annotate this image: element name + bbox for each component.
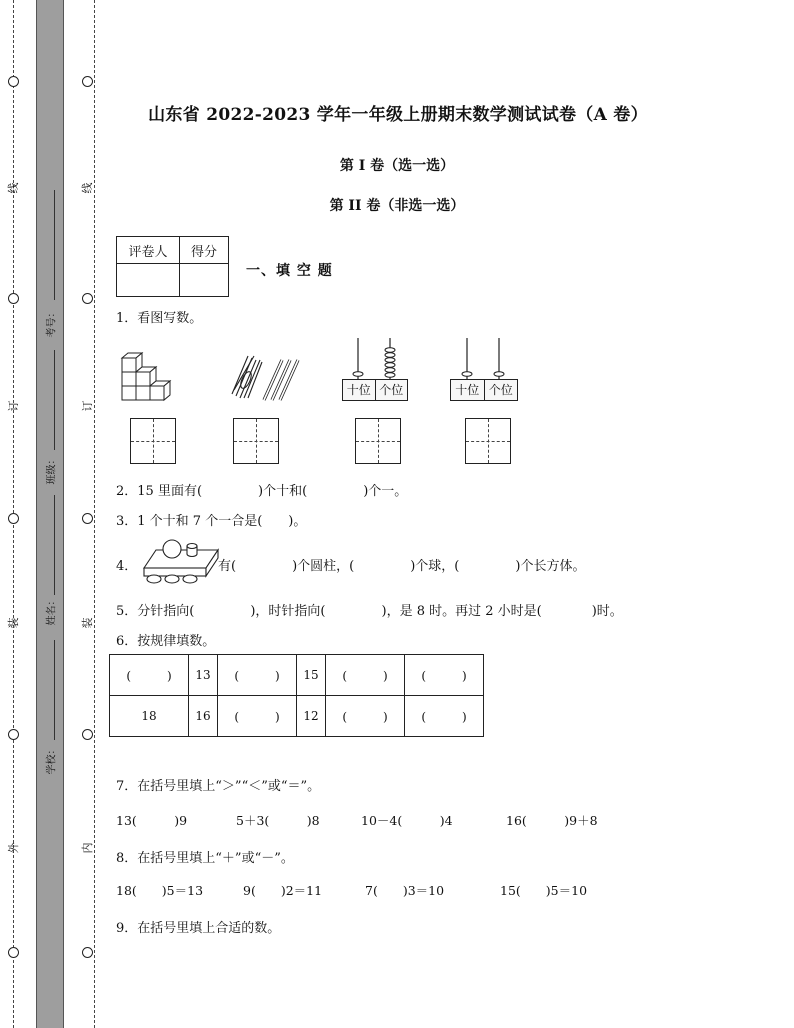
question-3 [116, 510, 306, 529]
question-2 [116, 480, 407, 499]
abacus-1-frame [342, 379, 408, 401]
q4-text-b: )个圆柱，( [292, 559, 355, 574]
binding-char-ding-inner: 订 [81, 400, 94, 412]
pattern-cell[interactable]: ( ) [405, 696, 484, 737]
binding-char-zhuang-outer: 装 [7, 617, 20, 629]
cubes-picture [118, 352, 178, 406]
answer-box-1[interactable] [130, 418, 176, 464]
pattern-cell[interactable]: ( ) [405, 655, 484, 696]
pattern-cell[interactable]: ( ) [110, 655, 189, 696]
binding-hole [82, 729, 93, 740]
question-9-label: 9．在括号里填上合适的数。 [116, 921, 281, 936]
score-header: 得分 [180, 237, 229, 264]
q4-text-c: )个球，( [410, 559, 460, 574]
part-two-heading: 第 II 卷（非选一选） [329, 198, 465, 214]
q7-item-3[interactable]: 10－4( )4 [361, 813, 453, 828]
q3-text-b: )。 [288, 514, 307, 529]
q4-number: 4． [116, 559, 138, 574]
binding-hole [8, 729, 19, 740]
pattern-cell: 13 [189, 655, 218, 696]
pattern-cell[interactable]: ( ) [218, 655, 297, 696]
class-line [54, 350, 55, 450]
question-8-items [116, 881, 587, 899]
pattern-cell: 15 [297, 655, 326, 696]
binding-hole [8, 293, 19, 304]
q5-text-b: )，时针指向( [250, 604, 326, 619]
binding-hole [82, 76, 93, 87]
toy-car-picture [140, 534, 220, 586]
q3-text-a: 3．1 个十和 7 个一合是( [116, 514, 263, 529]
question-4 [116, 555, 137, 574]
name-label: 姓名： [46, 595, 58, 626]
q2-text-a: 2．15 里面有( [116, 484, 203, 499]
question-5 [116, 600, 623, 619]
binding-char-xian-inner: 线 [81, 182, 94, 194]
question-7-items [116, 811, 598, 829]
abacus-1-tens-label: 十位 [343, 380, 376, 400]
sticks-bundle-picture [228, 350, 300, 404]
pattern-row-1 [110, 655, 484, 696]
binding-hole [82, 293, 93, 304]
question-7-label: 7．在括号里填上“＞”“＜”或“＝”。 [116, 779, 321, 794]
question-8-label: 8．在括号里填上“＋”或“－”。 [116, 851, 294, 866]
answer-box-4[interactable] [465, 418, 511, 464]
binding-char-nei-inner: 内 [81, 842, 94, 854]
pattern-cell: 12 [297, 696, 326, 737]
pattern-cell[interactable]: ( ) [326, 696, 405, 737]
answer-box-2[interactable] [233, 418, 279, 464]
binding-hole [8, 513, 19, 524]
class-label: 班级： [46, 454, 58, 485]
school-line [54, 640, 55, 740]
q5-text-d: )时。 [591, 604, 623, 619]
binding-char-ding-outer: 订 [7, 400, 20, 412]
binding-hole [8, 76, 19, 87]
school-label: 学校： [46, 744, 58, 775]
binding-hole [82, 947, 93, 958]
name-line [54, 495, 55, 595]
score-table [116, 236, 229, 297]
abacus-2 [450, 336, 516, 404]
q2-text-b: )个十和( [258, 484, 308, 499]
binding-hole [82, 513, 93, 524]
grader-header: 评卷人 [117, 237, 180, 264]
score-cell[interactable] [180, 264, 229, 297]
pattern-cell[interactable]: ( ) [218, 696, 297, 737]
pattern-table [109, 654, 484, 737]
q8-item-1[interactable]: 18( )5＝13 [116, 883, 204, 898]
answer-box-3[interactable] [355, 418, 401, 464]
binding-char-zhuang-inner: 装 [81, 617, 94, 629]
abacus-2-frame [450, 379, 518, 401]
q7-item-1[interactable]: 13( )9 [116, 813, 188, 828]
binding-char-wai-outer: 外 [7, 842, 20, 854]
grader-cell[interactable] [117, 264, 180, 297]
q7-item-4[interactable]: 16( )9＋8 [506, 813, 598, 828]
pattern-row-2 [110, 696, 484, 737]
q8-item-3[interactable]: 7( )3＝10 [365, 883, 445, 898]
q2-text-c: )个一。 [363, 484, 408, 499]
question-1-label: 1．看图写数。 [116, 311, 203, 326]
q4-text-a: 有( [218, 559, 237, 574]
q4-text-d: )个长方体。 [515, 559, 586, 574]
student-number-label: 考号： [46, 307, 58, 338]
abacus-1 [342, 336, 406, 404]
q7-item-2[interactable]: 5＋3( )8 [236, 813, 320, 828]
pattern-cell[interactable]: ( ) [326, 655, 405, 696]
q8-item-4[interactable]: 15( )5＝10 [500, 883, 588, 898]
part-one-heading: 第 I 卷（选一选） [339, 158, 455, 174]
q5-text-a: 5．分针指向( [116, 604, 195, 619]
binding-hole [8, 947, 19, 958]
section-fill-blank-title: 一、填 空 题 [246, 263, 333, 279]
abacus-1-ones-label: 个位 [379, 383, 404, 397]
pattern-cell: 18 [110, 696, 189, 737]
binding-char-xian-outer: 线 [7, 182, 20, 194]
q5-text-c: )，是 8 时。再过 2 小时是( [381, 604, 542, 619]
question-4-text [218, 555, 585, 574]
q8-item-2[interactable]: 9( )2＝11 [243, 883, 323, 898]
abacus-2-tens-label: 十位 [451, 380, 485, 400]
pattern-cell: 16 [189, 696, 218, 737]
exam-title: 山东省 2022-2023 学年一年级上册期末数学测试试卷（A 卷） [148, 105, 648, 125]
abacus-2-ones-label: 个位 [488, 383, 513, 397]
question-6-label: 6．按规律填数。 [116, 634, 216, 649]
